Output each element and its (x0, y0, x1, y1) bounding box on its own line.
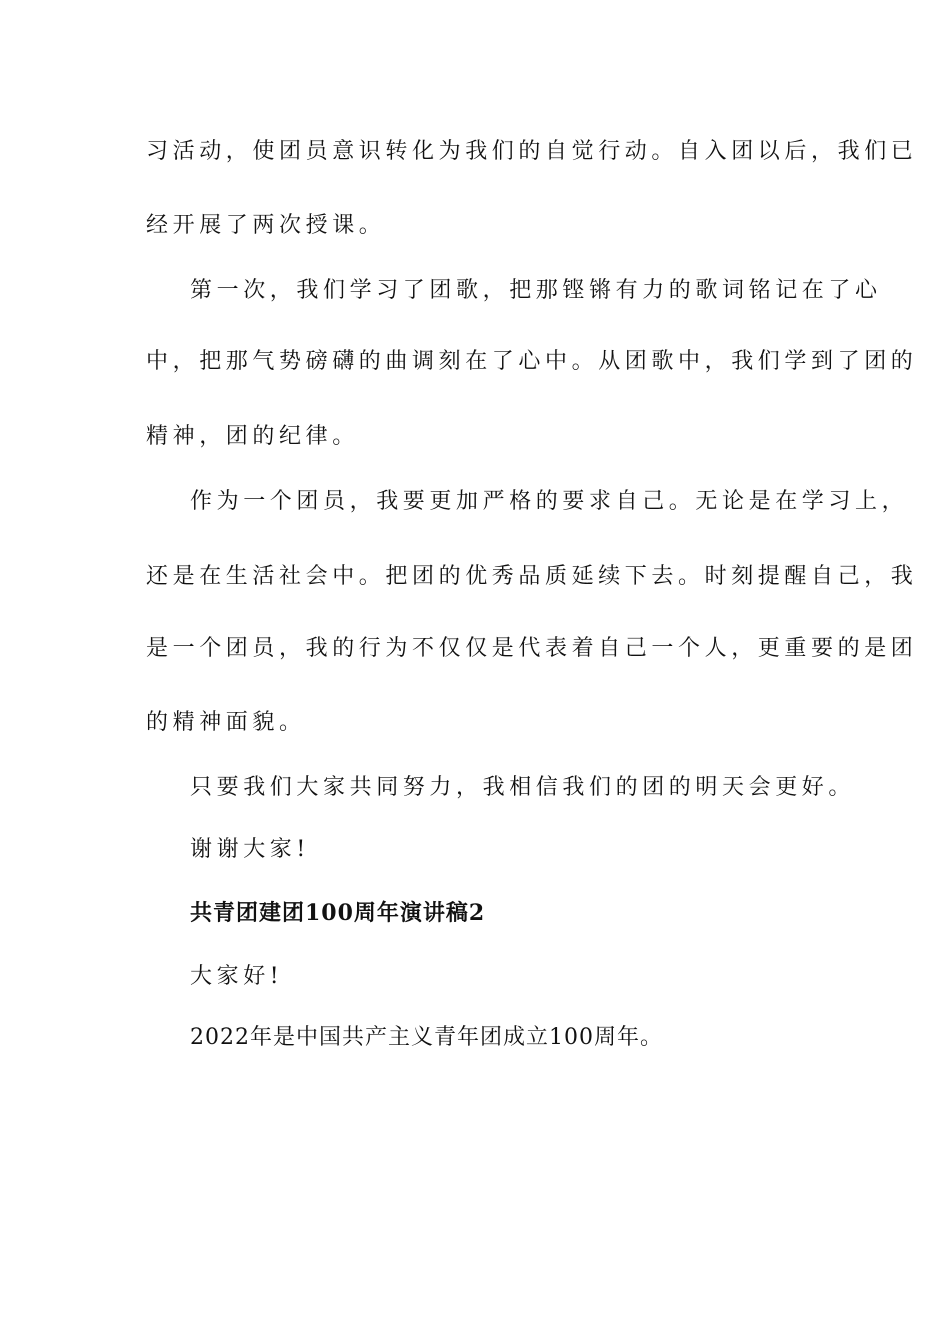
paragraph-line: 作为一个团员，我要更加严格的要求自己。无论是在学习上， (190, 489, 909, 514)
paragraph-line: 习活动，使团员意识转化为我们的自觉行动。自入团以后，我们已 (146, 139, 918, 164)
paragraph-line: 的精神面貌。 (146, 710, 306, 735)
paragraph-line: 2022年是中国共产主义青年团成立100周年。 (190, 1025, 663, 1050)
paragraph-line: 精神，团的纪律。 (146, 424, 359, 449)
paragraph-line: 第一次，我们学习了团歌，把那铿锵有力的歌词铭记在了心 (190, 278, 882, 303)
paragraph-line: 中，把那气势磅礴的曲调刻在了心中。从团歌中，我们学到了团的 (146, 349, 918, 374)
paragraph-line: 大家好! (190, 964, 284, 989)
paragraph-line: 只要我们大家共同努力，我相信我们的团的明天会更好。 (190, 775, 856, 800)
paragraph-line: 是一个团员，我的行为不仅仅是代表着自己一个人，更重要的是团 (146, 636, 918, 661)
paragraph-line: 谢谢大家! (190, 837, 310, 862)
paragraph-line: 经开展了两次授课。 (146, 213, 386, 238)
paragraph-line: 还是在生活社会中。把团的优秀品质延续下去。时刻提醒自己，我 (146, 564, 918, 589)
section-heading: 共青团建团100周年演讲稿2 (190, 900, 486, 926)
